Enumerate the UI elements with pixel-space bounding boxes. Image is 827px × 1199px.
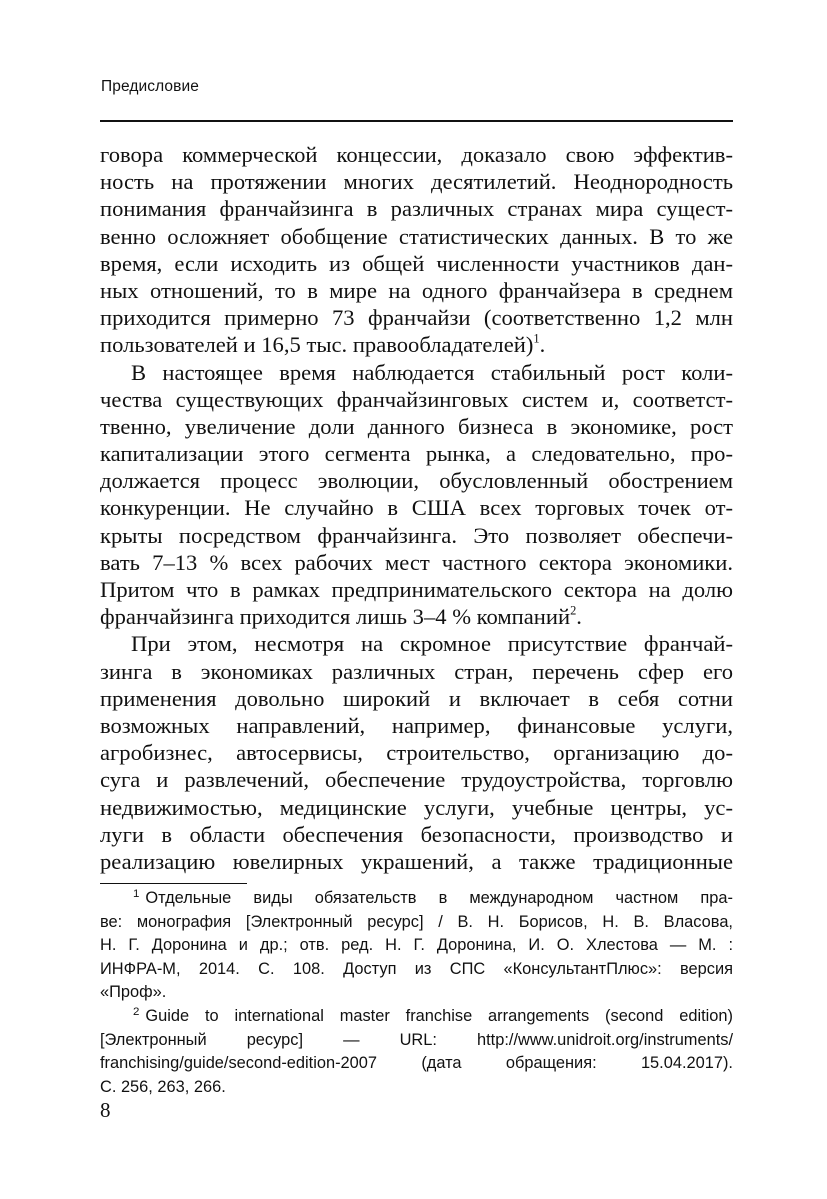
footnote-ref-2[interactable]: 2 [570,603,577,618]
running-head: Предисловие [101,78,199,95]
text-line: агробизнес, автосервисы, строительство, организацию до- [100,740,733,766]
text-line: конкуренции. Не случайно в США всех торговых точек от- [100,495,733,521]
footnotes [100,887,733,1099]
sentence-end: . [539,332,546,358]
text-line: твенно, увеличение доли данного бизнеса в экономике, рост [100,413,733,439]
text-line: ность на протяжении многих десятилетий. Неоднородность [100,169,733,195]
text-line [100,603,733,630]
footnote-line[interactable]: [Электронный ресурс] — URL: http://www.unidroit.org/instruments/ [100,1030,733,1049]
footnote-line: ве: монография [Электронный ресурс] / В. Н. Борисов, Н. В. Власова, [100,912,733,931]
paragraph-1 [100,141,733,359]
footnote-line-content: Отдельные виды обязательств в международном частном пра- [145,889,733,907]
text-line: капитализации этого сегмента рынка, а следовательно, про- [100,441,733,467]
footnote-line[interactable]: franchising/guide/second-edition-2007 (дата обращения: 15.04.2017). [100,1054,733,1073]
body-text [100,141,733,875]
footnote-ref-1[interactable]: 1 [533,332,540,346]
text-line: Притом что в рамках предпринимательского сектора на долю [100,577,733,602]
footnote-rule [100,883,247,884]
text-line: говора коммерческой концессии, доказало свою эффектив- [100,142,733,167]
footnote-line [100,887,733,911]
footnote-line: С. 256, 263, 266. [100,1077,226,1096]
footnote-line: «Проф». [100,983,167,1002]
footnote-1 [100,887,733,1005]
footnote-mark: 2 [133,1006,140,1019]
text-line: зинга в экономиках различных стран, перечень сфер его [100,658,733,684]
text-line: крыты посредством франчайзинга. Это позволяет обеспечи- [100,522,733,548]
text-line: должается процесс эволюции, обусловленный обострением [100,468,733,494]
text-line: ных отношений, то в мире на одного франчайзера в среднем [100,277,733,303]
text-line: венно осложняет обобщение статистических данных. В то же [100,223,733,249]
footnote-line: Н. Г. Доронина и др.; отв. ред. Н. Г. Доронина, И. О. Хлестова — М. : [100,936,733,955]
sentence-end: . [576,604,582,630]
text-line: луги в области обеспечения безопасности, производство и [100,821,733,847]
text-line: вать 7–13 % всех рабочих мест частного сектора экономики. [100,549,733,575]
text-line: В настоящее время наблюдается стабильный рост коли- [131,359,733,385]
footnote-line-content: Guide to international master franchise arrangements (second edition) [145,1006,733,1025]
header-rule [100,120,733,122]
text-line: применения довольно широкий и включает в себя сотни [100,685,733,711]
footnote-2 [100,1005,733,1099]
text-line: недвижимостью, медицинские услуги, учебные центры, ус- [100,794,733,820]
text-line-content: пользователей и 16,5 тыс. правообладателей) [100,332,534,358]
footnote-mark: 1 [133,888,140,901]
text-line-content: франчайзинга приходится лишь 3–4 % компаний [100,604,571,630]
text-line: понимания франчайзинга в различных странах мира сущест- [100,196,733,222]
text-line: суга и развлечений, обеспечение трудоустройства, торговлю [100,767,733,793]
footnote-line: ИНФРА-М, 2014. С. 108. Доступ из СПС «КонсультантПлюс»: версия [100,959,733,978]
text-line: приходится примерно 73 франчайзи (соответственно 1,2 млн [100,305,733,331]
footnote-line [100,1005,733,1029]
paragraph-2 [100,359,733,631]
text-line: чества существующих франчайзинговых систем и, соответст- [100,386,733,412]
text-line: возможных направлений, например, финансовые услуги, [100,712,733,738]
text-line: время, если исходить из общей численности участников дан- [100,250,733,276]
page-number: 8 [100,1098,111,1122]
text-line: реализацию ювелирных украшений, а также традиционные [100,848,733,874]
text-line [100,331,733,358]
paragraph-3 [100,630,733,875]
text-line: При этом, несмотря на скромное присутствие франчай- [131,631,733,657]
